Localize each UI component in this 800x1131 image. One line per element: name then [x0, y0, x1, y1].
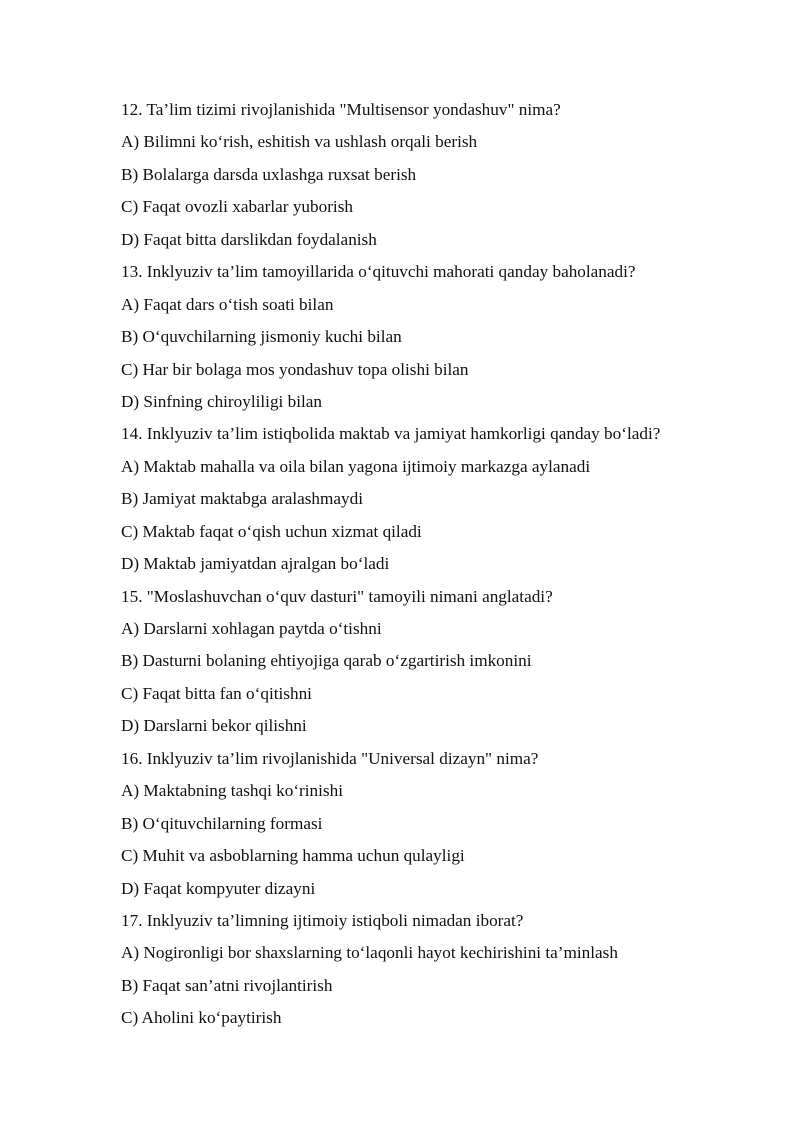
- answer-option: C) Faqat bitta fan o‘qitishni: [121, 683, 312, 703]
- answer-option: B) O‘qituvchilarning formasi: [121, 813, 323, 833]
- answer-option: D) Maktab jamiyatdan ajralgan bo‘ladi: [121, 554, 390, 574]
- answer-option: D) Darslarni bekor qilishni: [121, 716, 307, 736]
- answer-option: A) Nogironligi bor shaxslarning to‘laqonli hayot kechirishini ta’minlash: [121, 943, 618, 963]
- answer-option: C) Har bir bolaga mos yondashuv topa olishi bilan: [121, 359, 469, 379]
- answer-option: C) Muhit va asboblarning hamma uchun qulayligi: [121, 846, 465, 866]
- question-text: 13. Inklyuziv ta’lim tamoyillarida o‘qituvchi mahorati qanday baholanadi?: [121, 262, 636, 282]
- answer-option: A) Darslarni xohlagan paytda o‘tishni: [121, 619, 382, 638]
- answer-option: D) Sinfning chiroyliligi bilan: [121, 391, 322, 411]
- question-list: [121, 94, 741, 1035]
- question-text: 14. Inklyuziv ta’lim istiqbolida maktab va jamiyat hamkorligi qanday bo‘ladi?: [121, 424, 661, 444]
- answer-option: A) Maktabning tashqi ko‘rinishi: [121, 781, 343, 801]
- answer-option: B) Faqat san’atni rivojlantirish: [121, 975, 333, 995]
- answer-option: B) Bolalarga darsda uxlashga ruxsat berish: [121, 164, 417, 184]
- answer-option: C) Aholini ko‘paytirish: [121, 1008, 282, 1028]
- question-text: 16. Inklyuziv ta’lim rivojlanishida "Universal dizayn" nima?: [121, 748, 539, 768]
- question-text: 12. Ta’lim tizimi rivojlanishida "Multisensor yondashuv" nima?: [121, 100, 561, 119]
- answer-option: B) Dasturni bolaning ehtiyojiga qarab o‘zgartirish imkonini: [121, 651, 532, 671]
- answer-option: D) Faqat kompyuter dizayni: [121, 878, 316, 898]
- answer-option: A) Bilimni ko‘rish, eshitish va ushlash orqali berish: [121, 132, 478, 152]
- answer-option: C) Maktab faqat o‘qish uchun xizmat qiladi: [121, 521, 422, 541]
- answer-option: C) Faqat ovozli xabarlar yuborish: [121, 197, 353, 217]
- answer-option: B) Jamiyat maktabga aralashmaydi: [121, 489, 363, 509]
- answer-option: A) Maktab mahalla va oila bilan yagona ijtimoiy markazga aylanadi: [121, 456, 591, 476]
- question-text: 17. Inklyuziv ta’limning ijtimoiy istiqboli nimadan iborat?: [121, 910, 524, 930]
- answer-option: D) Faqat bitta darslikdan foydalanish: [121, 229, 377, 249]
- question-text: 15. "Moslashuvchan o‘quv dasturi" tamoyili nimani anglatadi?: [121, 586, 553, 606]
- answer-option: B) O‘quvchilarning jismoniy kuchi bilan: [121, 327, 402, 347]
- answer-option: A) Faqat dars o‘tish soati bilan: [121, 294, 334, 314]
